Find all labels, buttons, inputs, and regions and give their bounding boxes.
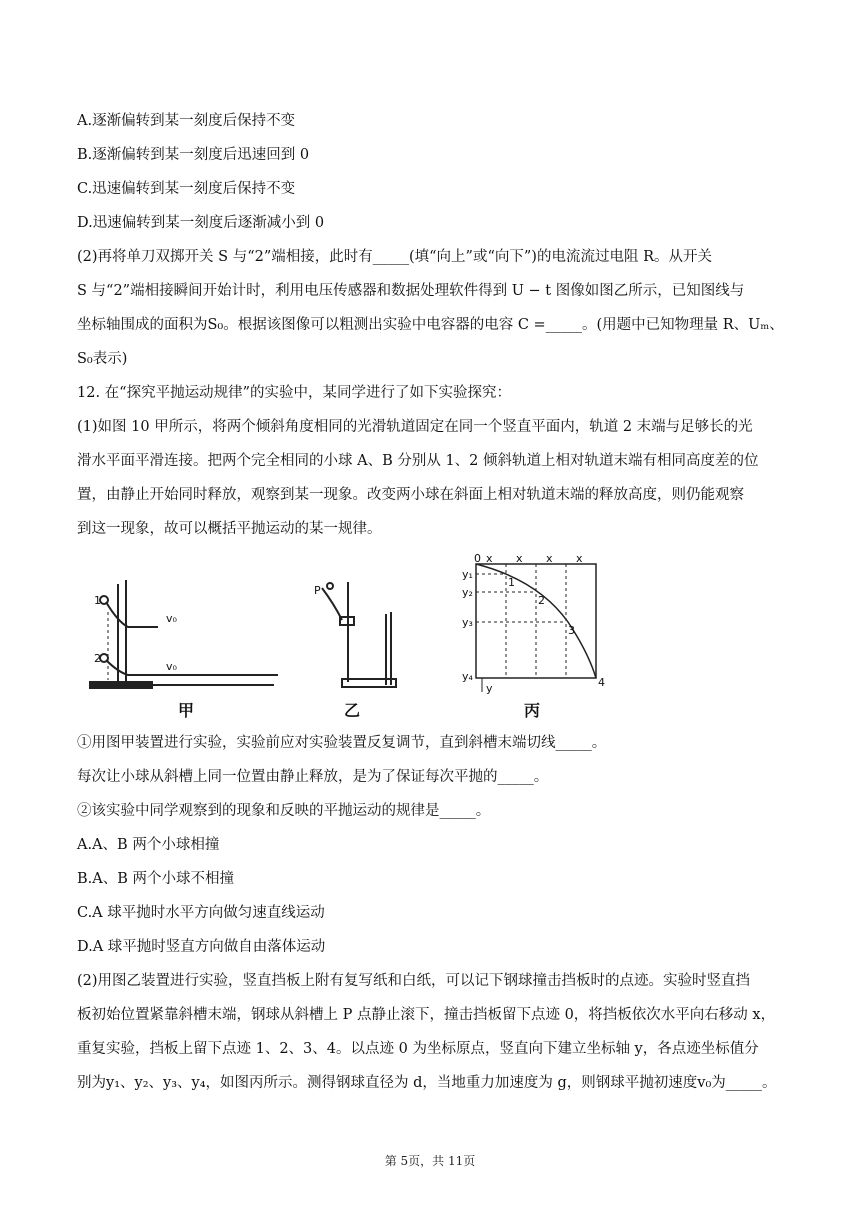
jia-ball2-label: 2 [94,652,101,665]
bing-y4-label: y₄ [462,670,473,683]
q12-part1-line3: 置，由静止开始同时释放，观察到某一现象。改变两小球在斜面上相对轨道末端的释放高度，则仍能观察 [77,487,744,503]
q12-part1-line2: 滑水平面平滑连接。把两个完全相同的小球 A、B 分别从 1、2 倾斜轨道上相对轨道末端有相同高度差的位 [77,453,759,469]
q12-option-c: C.A 球平抛时水平方向做匀速直线运动 [77,905,325,921]
q11-part2-line4: S₀表示) [77,351,128,367]
bing-y3-label: y₃ [462,616,473,629]
jia-v0-upper: v₀ [166,612,177,625]
option-b-line: B.逐渐偏转到某一刻度后迅速回到 0 [77,147,310,163]
option-d-line: D.迅速偏转到某一刻度后逐渐减小到 0 [77,215,325,231]
figure-yi-caption: 乙 [344,701,361,720]
q12-option-b: B.A、B 两个小球不相撞 [77,871,234,887]
bing-y2-label: y₂ [462,586,473,599]
bing-x2-label: x [516,552,523,565]
apparatus-figures [78,552,638,722]
bing-y-axis-label: y [486,682,493,695]
option-a-line: A.逐渐偏转到某一刻度后保持不变 [77,113,296,129]
q12-heading: 12. 在“探究平抛运动规律”的实验中，某同学进行了如下实验探究： [77,385,511,401]
q12-part2-line4: 别为y₁、y₂、y₃、y₄，如图丙所示。测得钢球直径为 d，当地重力加速度为 g，则钢球平抛初速度v₀为_____。 [77,1075,777,1091]
bing-x4-label: x [576,552,583,565]
page-footer: 第 5页，共 11页 [384,1154,476,1168]
figure-jia-caption: 甲 [178,701,195,720]
figure-row [78,552,638,722]
bing-x1-label: x [486,552,493,565]
q12-part1-line1: (1)如图 10 甲所示，将两个倾斜角度相同的光滑轨道固定在同一个竖直平面内，轨道 2 末端与足够长的光 [77,419,753,435]
bing-point3-label: 3 [568,624,575,637]
q12-sub1-line2: 每次让小球从斜槽上同一位置由静止释放，是为了保证每次平抛的_____。 [77,769,549,785]
bing-origin-label: 0 [474,552,481,565]
q12-option-d: D.A 球平抛时竖直方向做自由落体运动 [77,939,326,955]
bing-point4-label: 4 [598,676,605,689]
bing-point2-label: 2 [538,594,545,607]
q12-part2-line1: (2)用图乙装置进行实验，竖直挡板上附有复写纸和白纸，可以记下钢球撞击挡板时的点迹。实验时竖直挡 [77,973,751,989]
q11-part2-line2: S 与“2”端相接瞬间开始计时，利用电压传感器和数据处理软件得到 U − t 图像如图乙所示，已知图线与 [77,283,745,299]
yi-p-label: P [314,584,321,597]
bing-x3-label: x [546,552,553,565]
figure-bing-caption: 丙 [524,701,541,720]
q12-sub2-line: ②该实验中同学观察到的现象和反映的平抛运动的规律是_____。 [77,803,491,819]
bing-y1-label: y₁ [462,568,473,581]
option-c-line: C.迅速偏转到某一刻度后保持不变 [77,181,296,197]
q12-sub1-line1: ①用图甲装置进行实验，实验前应对实验装置反复调节，直到斜槽末端切线_____。 [77,735,607,751]
q12-part2-line2: 板初始位置紧靠斜槽末端，钢球从斜槽上 P 点静止滚下，撞击挡板留下点迹 0，将挡板依次水平向右移动 x， [77,1007,776,1023]
q12-option-a: A.A、B 两个小球相撞 [77,837,220,853]
bing-point1-label: 1 [508,576,515,589]
q11-part2-line1: (2)再将单刀双掷开关 S 与“2”端相接，此时有_____(填“向上”或“向下”)的电流流过电阻 R。从开关 [77,249,712,265]
jia-v0-lower: v₀ [166,660,177,673]
q12-part2-line3: 重复实验，挡板上留下点迹 1、2、3、4。以点迹 0 为坐标原点，竖直向下建立坐标轴 y，各点迹坐标值分 [77,1041,759,1057]
q11-part2-line3: 坐标轴围成的面积为S₀。根据该图像可以粗测出实验中电容器的电容 C =_____。(用题中已知物理量 R、Uₘ、 [77,317,784,333]
jia-ball1-label: 1 [94,594,101,607]
q12-part1-line4: 到这一现象，故可以概括平抛运动的某一规律。 [77,521,382,537]
